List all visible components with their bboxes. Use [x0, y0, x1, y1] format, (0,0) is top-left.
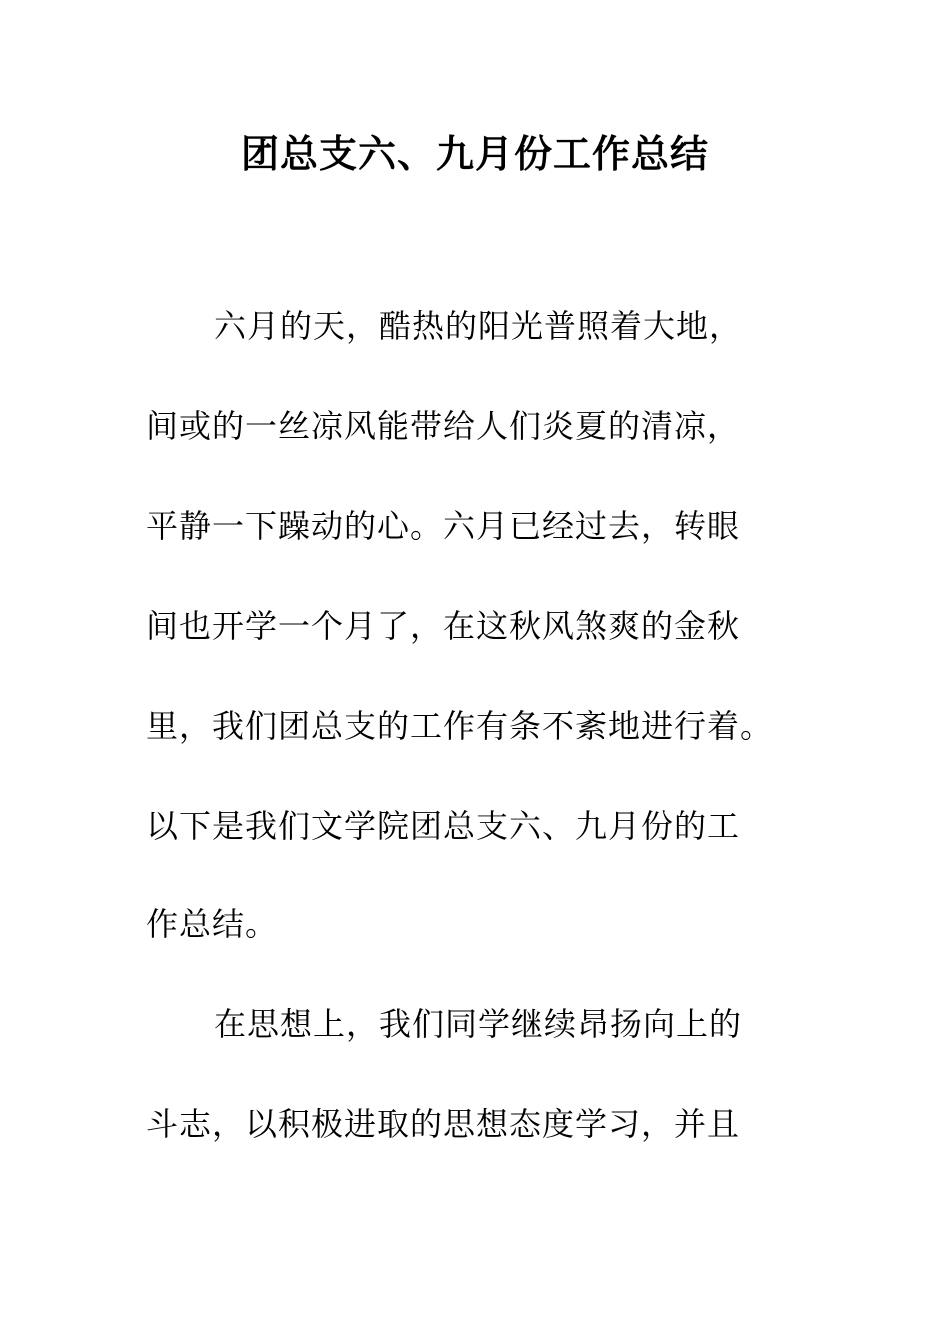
document-title: 团总支六、九月份工作总结 [240, 132, 709, 176]
paragraph-line: 间或的一丝凉风能带给人们炎夏的清凉， [146, 407, 741, 445]
paragraph-line: 间也开学一个月了，在这秋风煞爽的金秋 [146, 607, 741, 645]
paragraph-line: 在思想上，我们同学继续昂扬向上的 [214, 1005, 743, 1043]
paragraph-line: 平静一下躁动的心。六月已经过去，转眼 [146, 507, 741, 545]
paragraph-line: 作总结。 [146, 905, 279, 943]
paragraph-line: 六月的天，酷热的阳光普照着大地， [214, 307, 743, 345]
paragraph-line: 以下是我们文学院团总支六、九月份的工 [146, 807, 741, 845]
paragraph-line: 里，我们团总支的工作有条不紊地进行着。 [146, 707, 774, 745]
paragraph-line: 斗志，以积极进取的思想态度学习，并且 [146, 1105, 741, 1143]
